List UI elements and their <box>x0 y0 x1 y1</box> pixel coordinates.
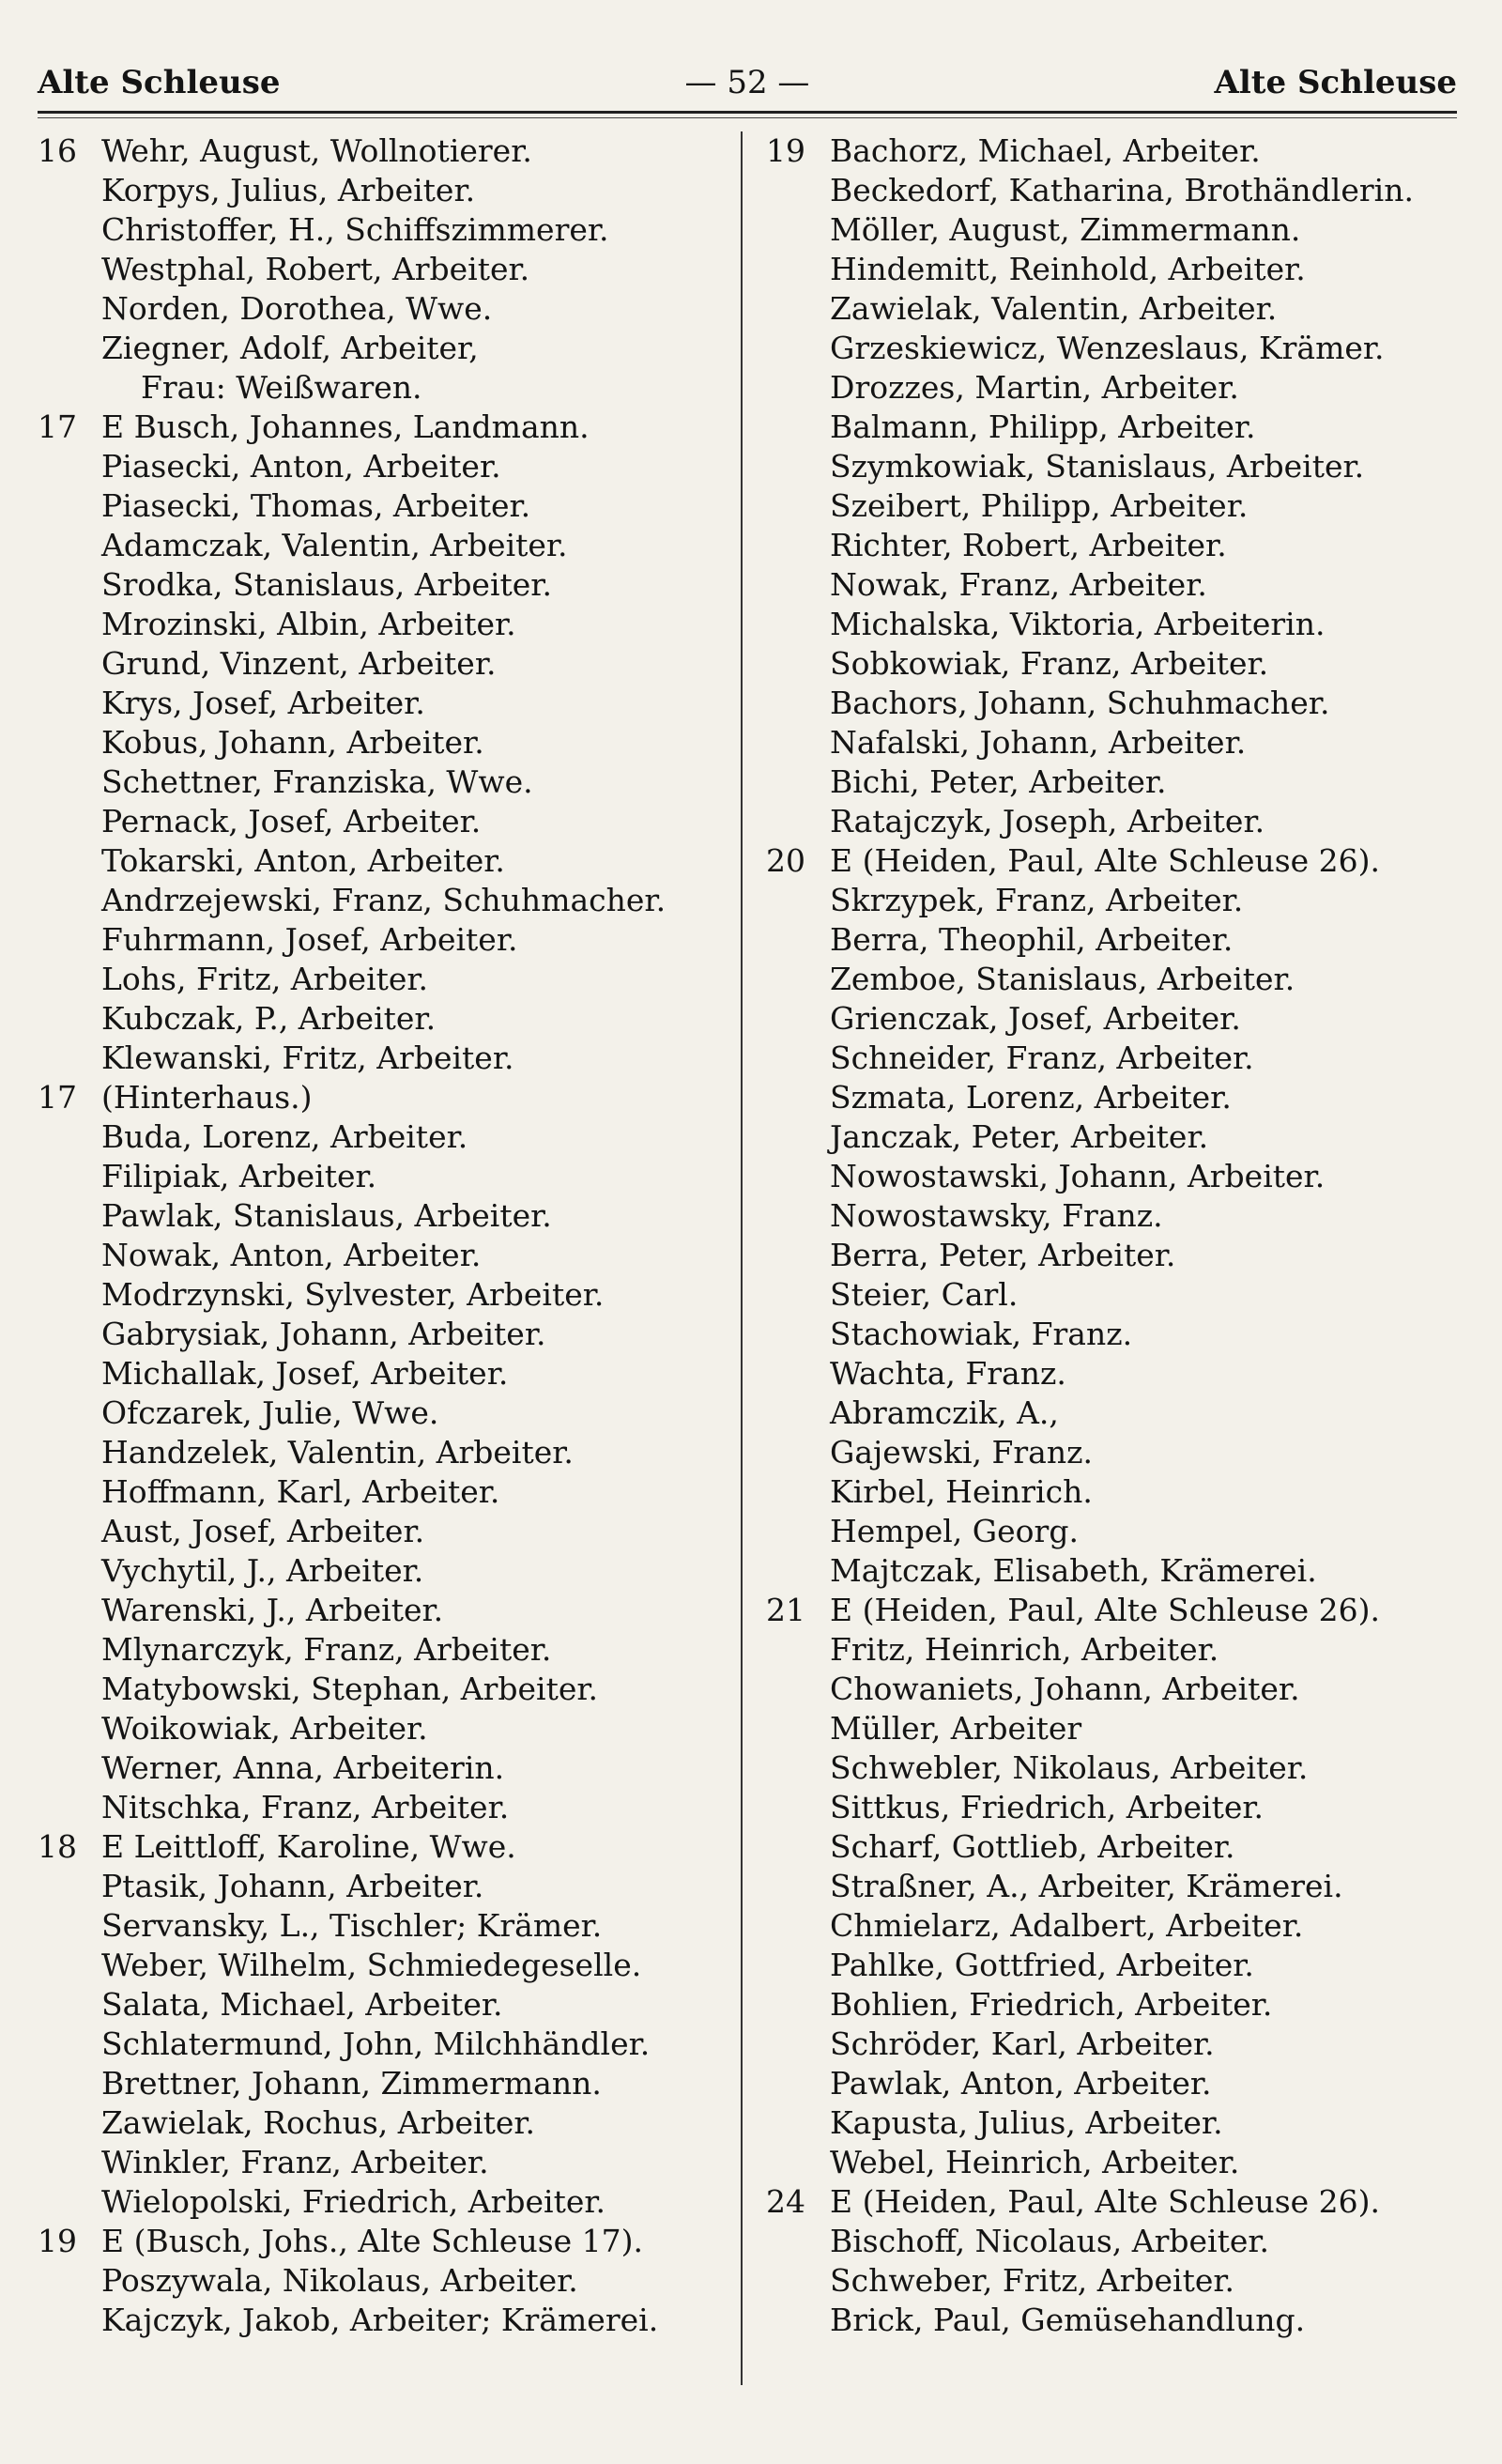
resident-text: Kapusta, Julius, Arbeiter. <box>830 2104 1223 2141</box>
directory-entry <box>38 881 732 920</box>
resident-text: Norden, Dorothea, Wwe. <box>101 290 493 327</box>
resident-text: Hempel, Georg. <box>830 1513 1079 1549</box>
directory-entry <box>766 131 1461 171</box>
directory-entry <box>766 1117 1461 1157</box>
resident-text: Filipiak, Arbeiter. <box>101 1158 377 1194</box>
resident-text: Michallak, Josef, Arbeiter. <box>101 1355 509 1392</box>
directory-entry <box>38 1551 732 1591</box>
page-number: — 52 — <box>684 64 810 101</box>
resident-text: Zawielak, Valentin, Arbeiter. <box>830 290 1278 327</box>
directory-entry <box>766 1709 1461 1748</box>
directory-entry <box>766 1039 1461 1078</box>
directory-entry <box>766 329 1461 368</box>
directory-entry <box>766 1906 1461 1946</box>
resident-text: Adamczak, Valentin, Arbeiter. <box>101 527 568 563</box>
resident-text: Piasecki, Thomas, Arbeiter. <box>101 487 531 524</box>
directory-entry <box>38 289 732 329</box>
directory-entry <box>766 1315 1461 1354</box>
resident-text: Nowak, Anton, Arbeiter. <box>101 1237 482 1273</box>
resident-text: Wehr, August, Wollnotierer. <box>101 132 532 169</box>
resident-text: Vychytil, J., Arbeiter. <box>101 1552 424 1589</box>
header-rule-thin <box>38 117 1457 118</box>
resident-text: Schettner, Franziska, Wwe. <box>101 763 533 800</box>
resident-text: Schröder, Karl, Arbeiter. <box>830 2025 1215 2062</box>
directory-entry <box>38 2222 732 2261</box>
directory-entry <box>766 2064 1461 2103</box>
resident-text: Wielopolski, Friedrich, Arbeiter. <box>101 2183 606 2220</box>
resident-text: Balmann, Philipp, Arbeiter. <box>830 408 1256 445</box>
directory-entry <box>38 2182 732 2222</box>
resident-text: Nowak, Franz, Arbeiter. <box>830 566 1207 603</box>
directory-entry <box>38 1670 732 1709</box>
directory-entry <box>38 762 732 802</box>
directory-entry <box>38 2301 732 2340</box>
directory-entry <box>38 1867 732 1906</box>
directory-entry <box>766 2261 1461 2301</box>
resident-text: Andrzejewski, Franz, Schuhmacher. <box>101 882 667 918</box>
resident-text: Buda, Lorenz, Arbeiter. <box>101 1118 468 1155</box>
directory-entry <box>766 2222 1461 2261</box>
directory-entry <box>766 1354 1461 1394</box>
directory-entry <box>766 802 1461 841</box>
directory-entry <box>38 1472 732 1512</box>
directory-entry <box>38 841 732 881</box>
directory-entry <box>766 2182 1461 2222</box>
resident-text: Ziegner, Adolf, Arbeiter, <box>101 330 479 366</box>
directory-entry <box>766 841 1461 881</box>
directory-entry <box>38 644 732 684</box>
directory-entry <box>766 1748 1461 1788</box>
house-number: 20 <box>766 842 805 879</box>
directory-entry <box>38 2064 732 2103</box>
directory-entry <box>766 1472 1461 1512</box>
resident-text: E (Heiden, Paul, Alte Schleuse 26). <box>830 1592 1381 1628</box>
directory-entry <box>38 1275 732 1315</box>
resident-text: Stachowiak, Franz. <box>830 1316 1133 1352</box>
resident-text: Winkler, Franz, Arbeiter. <box>101 2144 489 2180</box>
resident-text: E (Busch, Johs., Alte Schleuse 17). <box>101 2223 644 2259</box>
directory-entry <box>766 289 1461 329</box>
directory-entry <box>766 1867 1461 1906</box>
directory-entry <box>766 723 1461 762</box>
resident-text: Pawlak, Anton, Arbeiter. <box>830 2065 1212 2102</box>
house-number: 21 <box>766 1592 805 1628</box>
directory-entry <box>766 1433 1461 1472</box>
resident-text: Möller, August, Zimmermann. <box>830 211 1301 248</box>
resident-text: Kajczyk, Jakob, Arbeiter; Krämerei. <box>101 2302 659 2338</box>
house-number: 16 <box>38 132 77 169</box>
resident-text: Pernack, Josef, Arbeiter. <box>101 803 482 839</box>
resident-text: E (Heiden, Paul, Alte Schleuse 26). <box>830 842 1381 879</box>
resident-text: Tokarski, Anton, Arbeiter. <box>101 842 505 879</box>
directory-entry <box>766 2143 1461 2182</box>
directory-entry <box>766 1512 1461 1551</box>
resident-text: Grienczak, Josef, Arbeiter. <box>830 1000 1241 1037</box>
directory-entry <box>766 565 1461 605</box>
resident-text: Klewanski, Fritz, Arbeiter. <box>101 1040 514 1076</box>
resident-text: Berra, Theophil, Arbeiter. <box>830 921 1234 958</box>
directory-entry <box>766 1827 1461 1867</box>
column-divider <box>741 131 743 2385</box>
directory-entry <box>38 1946 732 1985</box>
page-header <box>38 58 1457 115</box>
directory-entry <box>38 250 732 289</box>
resident-text: Webel, Heinrich, Arbeiter. <box>830 2144 1240 2180</box>
directory-entry <box>766 684 1461 723</box>
directory-entry <box>38 210 732 250</box>
directory-entry <box>766 526 1461 565</box>
resident-text: Fuhrmann, Josef, Arbeiter. <box>101 921 518 958</box>
directory-entry <box>766 408 1461 447</box>
resident-text: Handzelek, Valentin, Arbeiter. <box>101 1434 574 1471</box>
resident-text: Zemboe, Stanislaus, Arbeiter. <box>830 961 1295 997</box>
directory-entry <box>766 1788 1461 1827</box>
directory-entry <box>38 447 732 486</box>
directory-entry <box>38 1354 732 1394</box>
directory-entry <box>38 2143 732 2182</box>
directory-entry <box>38 526 732 565</box>
directory-entry <box>766 960 1461 999</box>
resident-text: Woikowiak, Arbeiter. <box>101 1710 428 1747</box>
resident-text: Mlynarczyk, Franz, Arbeiter. <box>101 1631 552 1668</box>
resident-text: Kirbel, Heinrich. <box>830 1473 1093 1510</box>
directory-entry <box>38 1906 732 1946</box>
resident-text: Bohlien, Friedrich, Arbeiter. <box>830 1986 1273 2023</box>
resident-text: E (Heiden, Paul, Alte Schleuse 26). <box>830 2183 1381 2220</box>
directory-entry <box>766 605 1461 644</box>
directory-entry <box>766 920 1461 960</box>
directory-entry <box>766 1946 1461 1985</box>
directory-entry <box>38 565 732 605</box>
resident-text: Hindemitt, Reinhold, Arbeiter. <box>830 251 1306 287</box>
resident-text: Schlatermund, John, Milchhändler. <box>101 2025 651 2062</box>
resident-text: Sobkowiak, Franz, Arbeiter. <box>830 645 1269 682</box>
resident-text: Beckedorf, Katharina, Brothändlerin. <box>830 172 1414 208</box>
resident-text: Schneider, Franz, Arbeiter. <box>830 1040 1254 1076</box>
resident-text: Brettner, Johann, Zimmermann. <box>101 2065 602 2102</box>
directory-entry <box>766 210 1461 250</box>
directory-entry <box>38 802 732 841</box>
directory-entry <box>766 250 1461 289</box>
resident-text: Lohs, Fritz, Arbeiter. <box>101 961 429 997</box>
header-rule <box>38 111 1457 114</box>
directory-entry <box>766 1157 1461 1196</box>
resident-text: Korpys, Julius, Arbeiter. <box>101 172 476 208</box>
resident-text: Berra, Peter, Arbeiter. <box>830 1237 1176 1273</box>
resident-text: Szmata, Lorenz, Arbeiter. <box>830 1079 1232 1116</box>
resident-text: Gajewski, Franz. <box>830 1434 1093 1471</box>
directory-entry <box>766 762 1461 802</box>
resident-text: Scharf, Gottlieb, Arbeiter. <box>830 1828 1235 1865</box>
resident-text: Frau: Weißwaren. <box>141 369 422 406</box>
resident-text: Kubczak, P., Arbeiter. <box>101 1000 437 1037</box>
directory-entry <box>766 1394 1461 1433</box>
resident-text: Nitschka, Franz, Arbeiter. <box>101 1789 510 1825</box>
resident-text: Piasecki, Anton, Arbeiter. <box>101 448 501 485</box>
header-street-right: Alte Schleuse <box>1214 64 1457 101</box>
directory-entry <box>38 486 732 526</box>
directory-entry <box>38 408 732 447</box>
directory-entry <box>38 368 732 408</box>
resident-text: Nowostawsky, Franz. <box>830 1197 1163 1234</box>
resident-text: Nafalski, Johann, Arbeiter. <box>830 724 1247 761</box>
directory-entry <box>38 1117 732 1157</box>
directory-entry <box>38 131 732 171</box>
directory-entry <box>38 999 732 1039</box>
resident-text: Bachorz, Michael, Arbeiter. <box>830 132 1261 169</box>
right-column <box>766 131 1461 2340</box>
resident-text: Drozzes, Martin, Arbeiter. <box>830 369 1239 406</box>
resident-text: Werner, Anna, Arbeiterin. <box>101 1749 505 1786</box>
directory-entry <box>38 1512 732 1551</box>
resident-text: Bichi, Peter, Arbeiter. <box>830 763 1167 800</box>
directory-entry <box>38 1078 732 1117</box>
resident-text: Fritz, Heinrich, Arbeiter. <box>830 1631 1219 1668</box>
resident-text: Schweber, Fritz, Arbeiter. <box>830 2262 1234 2299</box>
directory-entry <box>38 1630 732 1670</box>
resident-text: Richter, Robert, Arbeiter. <box>830 527 1227 563</box>
header-street-left: Alte Schleuse <box>38 64 281 101</box>
directory-entry <box>766 2025 1461 2064</box>
resident-text: Christoffer, H., Schiffszimmerer. <box>101 211 609 248</box>
resident-text: Majtczak, Elisabeth, Krämerei. <box>830 1552 1317 1589</box>
house-number: 24 <box>766 2183 805 2220</box>
resident-text: Straßner, A., Arbeiter, Krämerei. <box>830 1868 1343 1904</box>
resident-text: Servansky, L., Tischler; Krämer. <box>101 1907 603 1944</box>
resident-text: (Hinterhaus.) <box>101 1079 313 1116</box>
resident-text: Salata, Michael, Arbeiter. <box>101 1986 503 2023</box>
resident-text: Ofczarek, Julie, Wwe. <box>101 1394 439 1431</box>
directory-entry <box>38 920 732 960</box>
directory-entry <box>766 881 1461 920</box>
resident-text: Skrzypek, Franz, Arbeiter. <box>830 882 1244 918</box>
directory-entry <box>766 1985 1461 2025</box>
resident-text: E Leittloff, Karoline, Wwe. <box>101 1828 516 1865</box>
resident-text: Krys, Josef, Arbeiter. <box>101 685 425 721</box>
resident-text: Abramczik, A., <box>830 1394 1059 1431</box>
resident-text: Warenski, J., Arbeiter. <box>101 1592 444 1628</box>
resident-text: Szymkowiak, Stanislaus, Arbeiter. <box>830 448 1365 485</box>
resident-text: Schwebler, Nikolaus, Arbeiter. <box>830 1749 1309 1786</box>
directory-entry <box>38 1591 732 1630</box>
resident-text: Ptasik, Johann, Arbeiter. <box>101 1868 484 1904</box>
resident-text: Müller, Arbeiter <box>830 1710 1082 1747</box>
directory-entry <box>766 1196 1461 1236</box>
house-number: 17 <box>38 408 77 445</box>
resident-text: Steier, Carl. <box>830 1276 1019 1313</box>
directory-entry <box>38 1394 732 1433</box>
directory-entry <box>766 1078 1461 1117</box>
directory-entry <box>766 1670 1461 1709</box>
directory-entry <box>38 1788 732 1827</box>
resident-text: Ratajczyk, Joseph, Arbeiter. <box>830 803 1265 839</box>
directory-entry <box>766 2103 1461 2143</box>
resident-text: Chmielarz, Adalbert, Arbeiter. <box>830 1907 1304 1944</box>
directory-entry <box>38 1196 732 1236</box>
directory-entry <box>766 1630 1461 1670</box>
resident-text: Srodka, Stanislaus, Arbeiter. <box>101 566 552 603</box>
resident-text: Szeibert, Philipp, Arbeiter. <box>830 487 1249 524</box>
resident-text: Matybowski, Stephan, Arbeiter. <box>101 1671 598 1707</box>
resident-text: Nowostawski, Johann, Arbeiter. <box>830 1158 1326 1194</box>
directory-entry <box>766 2301 1461 2340</box>
resident-text: Wachta, Franz. <box>830 1355 1066 1392</box>
resident-text: Hoffmann, Karl, Arbeiter. <box>101 1473 500 1510</box>
resident-text: Kobus, Johann, Arbeiter. <box>101 724 484 761</box>
house-number: 19 <box>766 132 805 169</box>
resident-text: Pawlak, Stanislaus, Arbeiter. <box>101 1197 552 1234</box>
directory-entry <box>38 723 732 762</box>
resident-text: Brick, Paul, Gemüsehandlung. <box>830 2302 1306 2338</box>
resident-text: Westphal, Robert, Arbeiter. <box>101 251 530 287</box>
resident-text: Sittkus, Friedrich, Arbeiter. <box>830 1789 1264 1825</box>
resident-text: Janczak, Peter, Arbeiter. <box>830 1118 1209 1155</box>
resident-text: Modrzynski, Sylvester, Arbeiter. <box>101 1276 605 1313</box>
directory-entry <box>38 1315 732 1354</box>
directory-entry <box>38 2103 732 2143</box>
resident-text: E Busch, Johannes, Landmann. <box>101 408 590 445</box>
directory-entry <box>38 171 732 210</box>
directory-entry <box>766 644 1461 684</box>
resident-text: Weber, Wilhelm, Schmiedegeselle. <box>101 1947 642 1983</box>
directory-entry <box>38 2261 732 2301</box>
resident-text: Poszywala, Nikolaus, Arbeiter. <box>101 2262 578 2299</box>
directory-entry <box>766 447 1461 486</box>
resident-text: Grzeskiewicz, Wenzeslaus, Krämer. <box>830 330 1385 366</box>
house-number: 17 <box>38 1079 77 1116</box>
directory-entry <box>38 1827 732 1867</box>
directory-entry <box>766 999 1461 1039</box>
directory-entry <box>38 1039 732 1078</box>
directory-entry <box>766 1275 1461 1315</box>
directory-entry <box>38 605 732 644</box>
directory-entry <box>38 1748 732 1788</box>
directory-entry <box>38 1433 732 1472</box>
house-number: 18 <box>38 1828 77 1865</box>
directory-entry <box>38 1236 732 1275</box>
directory-entry <box>766 486 1461 526</box>
resident-text: Pahlke, Gottfried, Arbeiter. <box>830 1947 1254 1983</box>
directory-entry <box>38 960 732 999</box>
directory-entry <box>766 1591 1461 1630</box>
directory-entry <box>38 684 732 723</box>
directory-entry <box>766 1551 1461 1591</box>
house-number: 19 <box>38 2223 77 2259</box>
resident-text: Michalska, Viktoria, Arbeiterin. <box>830 606 1326 642</box>
resident-text: Grund, Vinzent, Arbeiter. <box>101 645 497 682</box>
directory-entry <box>766 368 1461 408</box>
resident-text: Gabrysiak, Johann, Arbeiter. <box>101 1316 546 1352</box>
directory-entry <box>38 1157 732 1196</box>
directory-entry <box>766 1236 1461 1275</box>
directory-entry <box>766 171 1461 210</box>
left-column <box>38 131 732 2340</box>
resident-text: Bachors, Johann, Schuhmacher. <box>830 685 1330 721</box>
directory-entry <box>38 1985 732 2025</box>
resident-text: Bischoff, Nicolaus, Arbeiter. <box>830 2223 1270 2259</box>
resident-text: Zawielak, Rochus, Arbeiter. <box>101 2104 535 2141</box>
directory-entry <box>38 1709 732 1748</box>
resident-text: Mrozinski, Albin, Arbeiter. <box>101 606 516 642</box>
directory-entry <box>38 329 732 368</box>
directory-entry <box>38 2025 732 2064</box>
resident-text: Chowaniets, Johann, Arbeiter. <box>830 1671 1300 1707</box>
resident-text: Aust, Josef, Arbeiter. <box>101 1513 425 1549</box>
